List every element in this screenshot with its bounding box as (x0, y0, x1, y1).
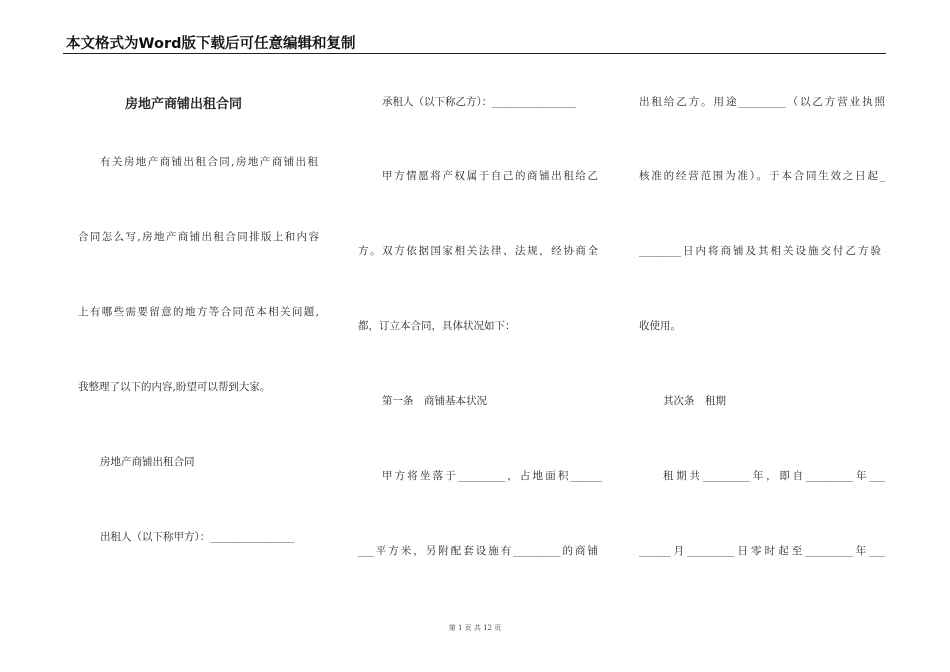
col2-line-6: 甲方将坐落于_________，占地面积______ (382, 470, 602, 482)
col1-line-5: 房地产商铺出租合同 (100, 456, 195, 468)
col2-line-5: 第一条 商铺基本状况 (382, 395, 487, 407)
col1-line-2: 合同怎么写,房地产商铺出租合同排版上和内容 (78, 231, 319, 243)
col2-line-2: 甲方情愿将产权属于自己的商铺出租给乙 (382, 170, 598, 182)
col2-line-7: ___平方米，另附配套设施有_________的商铺 (358, 545, 598, 557)
col3-line-6: 租期共_________年，即自_________年___ (663, 470, 885, 482)
col1-line-4: 我整理了以下的内容,盼望可以帮到大家。 (78, 381, 271, 393)
col3-line-7: ______月_________日零时起至_________年___ (639, 545, 885, 557)
col3-line-5: 其次条 租期 (663, 395, 726, 407)
header-title: 本文格式为Word版下载后可任意编辑和复制 (66, 36, 356, 52)
col3-line-3: ________日内将商铺及其相关设施交付乙方验 (639, 245, 881, 257)
col2-line-1: 承租人（以下称乙方）：________________ (382, 96, 577, 108)
col3-line-2: 核准的经营范围为准）。于本合同生效之日起_ (639, 170, 885, 182)
header-divider (63, 53, 886, 54)
page-number-footer: 第 1 页 共 12 页 (448, 624, 502, 632)
col3-line-4: 收使用。 (639, 320, 681, 332)
col1-line-6: 出租人（以下称甲方）：________________ (100, 531, 295, 543)
document-title: 房地产商铺出租合同 (125, 97, 243, 112)
col2-line-3: 方。双方依据国家相关法律、法规，经协商全 (358, 245, 598, 257)
col1-line-3: 上有哪些需要留意的地方等合同范本相关问题, (78, 306, 319, 318)
col3-line-1: 出租给乙方。用途_________（以乙方营业执照 (639, 96, 885, 108)
col1-line-1: 有关房地产商铺出租合同,房地产商铺出租 (100, 156, 318, 168)
col2-line-4: 都，订立本合同，具体状况如下： (358, 320, 516, 332)
